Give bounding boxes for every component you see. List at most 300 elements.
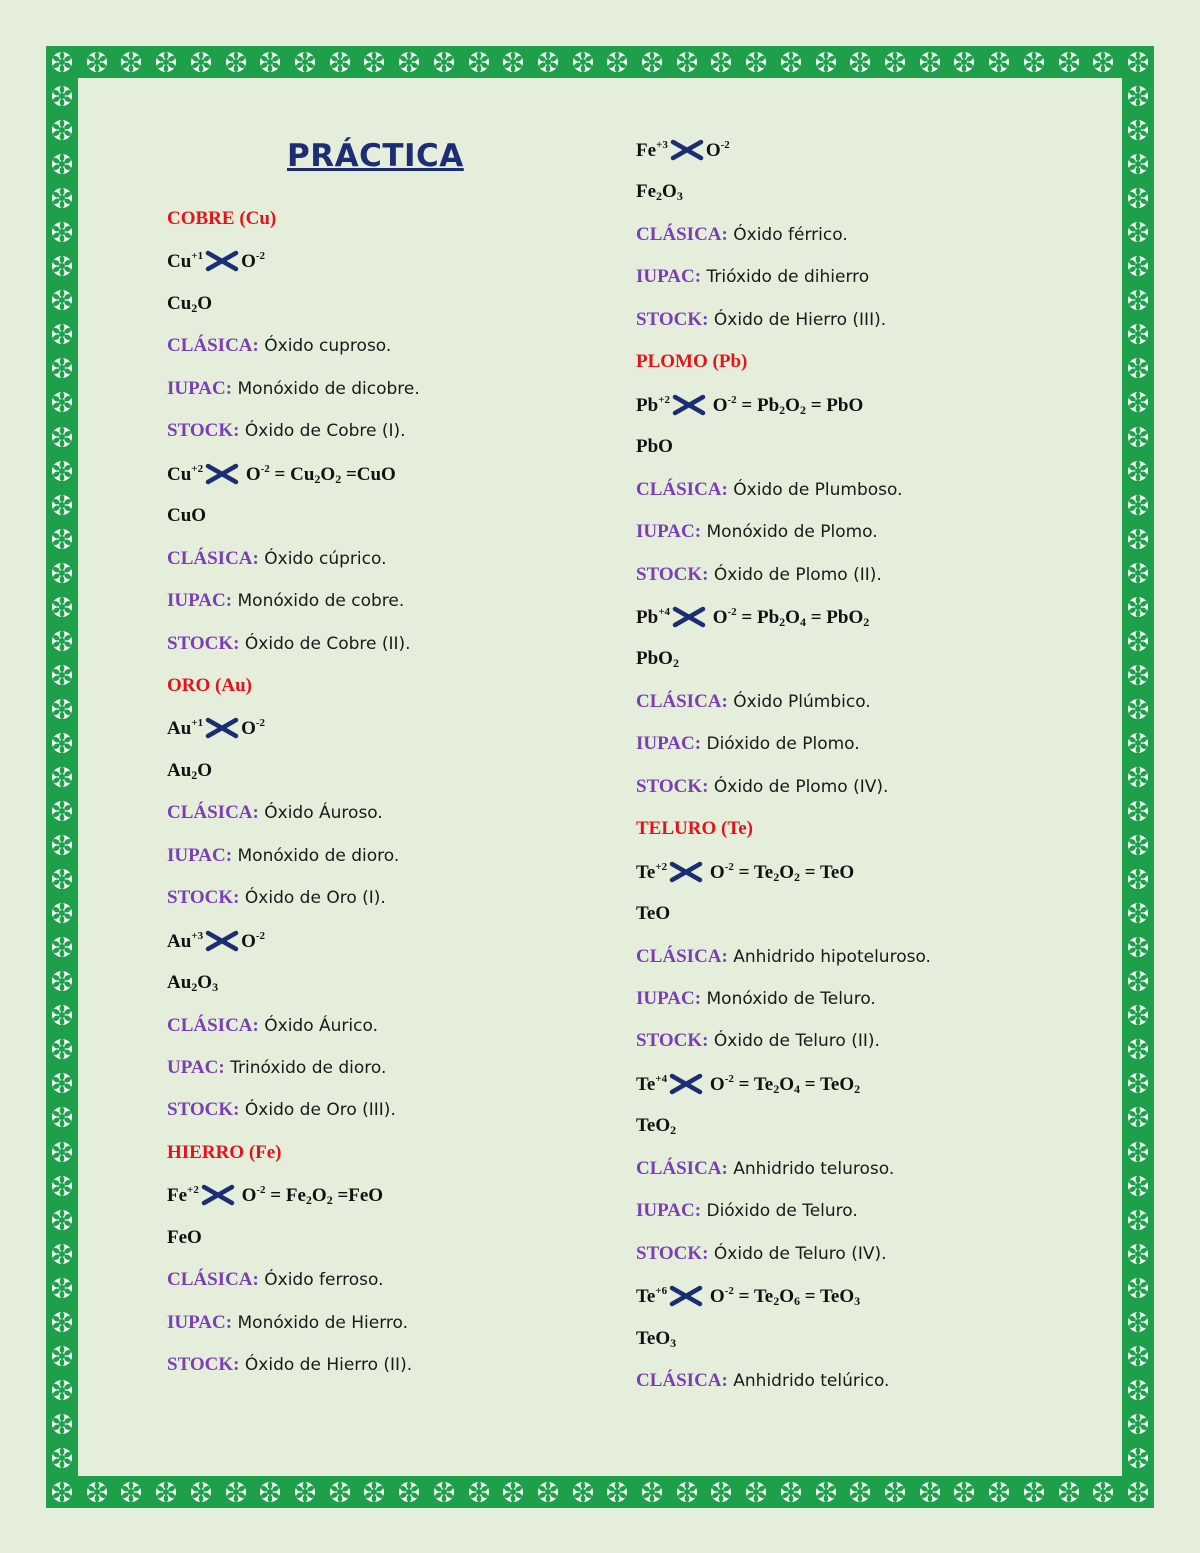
border-flower-icon [50,833,74,857]
formula-text: O [707,606,728,628]
nomenclature-type: STOCK: [167,887,240,909]
chemical-formula [636,1328,676,1351]
border-flower-icon [50,118,74,142]
border-flower-icon [50,731,74,755]
nomenclature-type: STOCK: [636,563,709,585]
chemical-formula [636,861,854,885]
border-flower-icon [50,799,74,823]
nomenclature-type: STOCK: [167,1099,240,1121]
subscript: 2 [314,471,321,486]
cross-icon [672,394,706,416]
nomenclature-type: CLÁSICA: [636,223,728,245]
border-flower-icon [50,390,74,414]
border-flower-icon [501,1480,525,1504]
border-flower-icon [1126,969,1150,993]
border-flower-icon [1126,527,1150,551]
nomenclature-line [167,590,404,612]
border-flower-icon [987,50,1011,74]
formula-text: Fe [636,140,657,161]
chemical-formula [167,1227,202,1249]
cross-icon [670,139,704,161]
border-flower-icon [293,50,317,74]
compound-name: Óxido de Cobre (II). [239,633,411,654]
chemical-formula [636,181,683,204]
border-flower-icon [1126,220,1150,244]
border-flower-icon [50,1412,74,1436]
formula-text: O [705,1286,725,1308]
compound-name: Monóxido de Teluro. [701,989,876,1009]
border-flower-icon [1126,1480,1150,1504]
subscript: 2 [799,402,806,417]
border-flower-icon [987,1480,1011,1504]
formula-text: Te [636,861,656,883]
subscript: 2 [191,980,198,995]
border-flower-icon [50,152,74,176]
border-flower-icon [50,1276,74,1300]
chemical-formula [636,1115,676,1138]
border-flower-icon [50,493,74,517]
formula-text: Cu [167,292,192,314]
nomenclature-type: STOCK: [636,1242,709,1264]
border-flower-icon [50,595,74,619]
formula-text: O [197,759,213,781]
border-flower-icon [85,1480,109,1504]
formula-text: =FeO [332,1185,384,1207]
border-flower-icon [1126,186,1150,210]
compound-name: Anhidrido telúrico. [727,1371,890,1392]
nomenclature-line [167,378,420,400]
formula-text: Cu [167,251,192,273]
formula-text: O [241,718,256,740]
element-heading: HIERRO (Fe) [167,1141,282,1163]
formula-text: O [779,1286,794,1308]
element-heading: ORO (Au) [167,674,252,696]
formula-text: O [241,463,261,485]
nomenclature-line [636,1158,894,1180]
border-flower-icon [571,50,595,74]
formula-text: =CuO [341,463,396,485]
formula-text: = Cu [269,463,315,485]
border-flower-icon [1126,1208,1150,1232]
cross-icon [669,1285,703,1307]
formula-text: O [779,1073,794,1095]
border-flower-icon [709,50,733,74]
subscript: 2 [773,1081,780,1096]
nomenclature-type: IUPAC: [167,377,233,399]
border-flower-icon [50,663,74,687]
border-flower-icon [501,50,525,74]
subscript: 2 [779,614,786,629]
compound-name: Óxido de Oro (III). [239,1100,396,1121]
border-flower-icon [224,50,248,74]
border-flower-icon [1057,1480,1081,1504]
compound-name: Óxido de Plomo (II). [708,564,882,585]
subscript: 2 [672,656,679,671]
border-flower-icon [640,50,664,74]
border-flower-icon [1126,425,1150,449]
formula-text: = Te [733,1286,774,1308]
subscript: 3 [676,189,683,204]
subscript: 2 [863,614,870,629]
border-flower-icon [432,1480,456,1504]
border-flower-icon [1022,1480,1046,1504]
border-flower-icon [362,1480,386,1504]
compound-name: Trinóxido de dioro. [224,1058,387,1078]
compound-name: Óxido ferroso. [258,1270,384,1291]
nomenclature-line [167,1099,396,1121]
border-flower-icon [224,1480,248,1504]
charge-superscript: -2 [260,462,270,475]
formula-text: = TeO [800,1286,855,1308]
charge-superscript: +2 [655,860,668,873]
border-flower-icon [50,288,74,312]
border-flower-icon [1126,322,1150,346]
nomenclature-line [636,1370,889,1392]
nomenclature-type: IUPAC: [167,844,233,866]
formula-text: O [662,181,677,203]
compound-name: Trióxido de dihierro [701,267,870,288]
border-flower-icon [1126,799,1150,823]
formula-text: = Pb [736,606,780,628]
border-flower-icon [675,1480,699,1504]
nomenclature-line [167,887,386,909]
chemical-formula [167,760,212,783]
border-flower-icon [1126,254,1150,278]
charge-superscript: +2 [187,1184,199,1197]
border-flower-icon [50,969,74,993]
formula-text: PbO [636,648,673,670]
border-flower-icon [328,1480,352,1504]
nomenclature-type: CLÁSICA: [167,335,259,357]
border-flower-icon [571,1480,595,1504]
border-flower-icon [918,1480,942,1504]
border-flower-icon [1126,901,1150,925]
border-flower-icon [85,50,109,74]
subscript: 2 [191,767,198,782]
border-flower-icon [709,1480,733,1504]
charge-superscript: +1 [191,717,204,730]
subscript: 2 [779,402,786,417]
border-flower-icon [1126,1037,1150,1061]
border-flower-icon [50,1344,74,1368]
border-flower-icon [328,50,352,74]
border-flower-icon [50,50,74,74]
nomenclature-type: CLÁSICA: [167,1269,259,1291]
border-flower-icon [779,1480,803,1504]
chemical-formula [167,463,396,487]
nomenclature-line [636,521,878,543]
border-flower-icon [50,1174,74,1198]
nomenclature-type: IUPAC: [167,590,233,612]
formula-text: Au [167,930,192,952]
border-flower-icon [1126,629,1150,653]
chemical-formula [636,139,730,162]
nomenclature-type: UPAC: [167,1057,225,1078]
compound-name: Óxido cúprico. [258,548,387,569]
cross-icon [669,861,703,883]
border-flower-icon [50,1140,74,1164]
border-flower-icon [1126,935,1150,959]
border-flower-icon [675,50,699,74]
border-flower-icon [1126,731,1150,755]
border-flower-icon [362,50,386,74]
compound-name: Óxido de Plomo (IV). [708,776,889,797]
compound-name: Monóxido de cobre. [232,591,405,612]
nomenclature-line [167,420,406,442]
subscript: 2 [335,471,342,486]
chemical-formula [636,903,670,925]
formula-text: O [705,140,721,161]
compound-name: Óxido de Teluro (IV). [708,1243,887,1264]
charge-superscript: -2 [724,860,734,873]
chemical-formula [636,1285,860,1309]
border-flower-icon [918,50,942,74]
charge-superscript: +2 [191,462,204,475]
nomenclature-type: CLÁSICA: [167,1014,259,1036]
chemical-formula [167,930,265,953]
compound-name: Monóxido de Hierro. [232,1312,409,1333]
nomenclature-line [167,1015,378,1037]
nomenclature-type: IUPAC: [636,1200,702,1222]
nomenclature-type: CLÁSICA: [636,1157,728,1179]
border-flower-icon [293,1480,317,1504]
border-flower-icon [1126,663,1150,687]
border-flower-icon [1126,765,1150,789]
subscript: 2 [670,1123,677,1138]
formula-text: O [785,606,800,628]
formula-text: CuO [167,505,207,527]
border-flower-icon [50,356,74,380]
cross-icon [672,606,706,628]
compound-name: Óxido Áurico. [258,1015,378,1036]
border-flower-icon [467,50,491,74]
border-flower-icon [50,459,74,483]
border-flower-icon [50,254,74,278]
nomenclature-line [636,988,876,1010]
chemical-formula [167,972,218,995]
nomenclature-line [167,1312,408,1334]
nomenclature-line [636,224,848,246]
border-flower-icon [1126,390,1150,414]
border-flower-icon [605,50,629,74]
nomenclature-line [167,1057,386,1079]
compound-name: Óxido Áuroso. [258,803,383,824]
border-flower-icon [50,867,74,891]
border-flower-icon [1126,1446,1150,1470]
border-flower-icon [814,1480,838,1504]
nomenclature-type: IUPAC: [636,521,702,543]
charge-superscript: -2 [255,717,266,730]
charge-superscript: +6 [655,1285,668,1298]
border-flower-icon [154,1480,178,1504]
border-flower-icon [50,1071,74,1095]
compound-name: Óxido Plúmbico. [727,691,871,712]
nomenclature-line [636,1200,858,1222]
border-flower-icon [1126,84,1150,108]
border-flower-icon [189,50,213,74]
nomenclature-type: STOCK: [167,632,240,654]
nomenclature-type: IUPAC: [636,266,702,288]
border-flower-icon [1126,356,1150,380]
border-flower-icon [258,1480,282,1504]
border-flower-icon [1126,1412,1150,1436]
nomenclature-type: CLÁSICA: [636,690,728,712]
border-flower-icon [50,84,74,108]
formula-text: O [311,1185,327,1207]
nomenclature-line [636,733,860,755]
charge-superscript: +2 [658,393,670,406]
nomenclature-type: CLÁSICA: [636,1370,728,1392]
nomenclature-line [636,479,903,501]
compound-name: Óxido de Cobre (I). [239,421,406,442]
border-flower-icon [467,1480,491,1504]
subscript: 2 [794,869,800,884]
border-flower-icon [1126,561,1150,585]
charge-superscript: -2 [255,929,266,942]
nomenclature-line [636,309,886,331]
chemical-formula [167,293,212,316]
cross-icon [205,717,239,739]
border-flower-icon [1126,1310,1150,1334]
formula-text: O [705,1073,725,1095]
element-heading: TELURO (Te) [636,818,754,840]
border-flower-icon [744,1480,768,1504]
compound-name: Óxido cuproso. [258,336,392,357]
border-flower-icon [1126,459,1150,483]
border-flower-icon [1126,1242,1150,1266]
border-flower-icon [432,50,456,74]
border-flower-icon [1126,1105,1150,1129]
formula-text: Au [167,718,192,740]
formula-text: Cu [167,463,192,485]
border-flower-icon [50,1480,74,1504]
subscript: 4 [794,1081,800,1096]
formula-text: O [236,1185,257,1207]
nomenclature-line [167,1269,384,1291]
border-flower-icon [640,1480,664,1504]
nomenclature-line [636,776,888,798]
border-flower-icon [1126,118,1150,142]
nomenclature-line [636,266,869,288]
subscript: 2 [305,1193,312,1208]
compound-name: Anhidrido hipoteluroso. [727,946,931,967]
charge-superscript: -2 [724,1285,734,1298]
chemical-formula [636,436,673,458]
border-flower-icon [50,697,74,721]
formula-text: O [197,972,213,994]
formula-text: Te [636,1286,656,1308]
nomenclature-type: CLÁSICA: [167,802,259,824]
compound-name: Óxido de Teluro (II). [708,1031,880,1052]
cross-icon [201,1184,235,1206]
nomenclature-type: CLÁSICA: [636,945,728,967]
element-heading: PLOMO (Pb) [636,351,748,373]
border-flower-icon [952,1480,976,1504]
nomenclature-type: CLÁSICA: [167,547,259,569]
border-flower-icon [1126,1174,1150,1198]
chemical-formula [167,717,265,740]
nomenclature-type: STOCK: [167,1354,240,1376]
nomenclature-line [167,335,391,357]
subscript: 2 [326,1193,333,1208]
border-flower-icon [1126,1003,1150,1027]
chemical-formula [167,505,206,527]
cross-icon [205,250,239,272]
formula-text: = Pb [736,394,780,416]
charge-superscript: -2 [256,1184,266,1197]
nomenclature-line [636,1243,887,1265]
border-flower-icon [50,1105,74,1129]
compound-name: Monóxido de Plomo. [701,522,878,543]
border-flower-icon [814,50,838,74]
border-flower-icon [50,935,74,959]
formula-text: Fe [636,181,657,203]
formula-text: TeO [636,903,671,925]
border-flower-icon [536,1480,560,1504]
subscript: 2 [854,1081,861,1096]
nomenclature-type: IUPAC: [636,733,702,755]
border-flower-icon [848,50,872,74]
formula-text: O [705,861,725,883]
subscript: 2 [656,189,663,204]
formula-text: Pb [636,606,659,628]
border-flower-icon [50,1378,74,1402]
formula-text: = TeO [800,861,855,883]
border-flower-icon [50,425,74,449]
nomenclature-type: IUPAC: [167,1311,233,1333]
border-flower-icon [119,50,143,74]
border-flower-icon [50,629,74,653]
cross-icon [205,463,239,485]
charge-superscript: -2 [255,250,266,263]
border-flower-icon [1126,867,1150,891]
border-flower-icon [50,561,74,585]
formula-text: O [241,251,256,273]
border-flower-icon [952,50,976,74]
nomenclature-line [167,633,411,655]
formula-text: O [197,292,213,314]
border-flower-icon [50,322,74,346]
nomenclature-line [167,548,387,570]
nomenclature-line [636,946,931,968]
formula-text: Au [167,759,192,781]
cross-icon [669,1073,703,1095]
compound-name: Óxido férrico. [727,224,848,245]
chemical-formula [636,1073,860,1097]
border-flower-icon [154,50,178,74]
subscript: 4 [799,614,806,629]
border-flower-icon [883,1480,907,1504]
formula-text: = Te [733,1073,774,1095]
formula-text: TeO [636,1115,671,1137]
border-flower-icon [50,1208,74,1232]
compound-name: Dióxido de Plomo. [701,734,860,755]
nomenclature-line [636,691,871,713]
subscript: 3 [670,1335,677,1350]
border-flower-icon [1126,833,1150,857]
border-flower-icon [1022,50,1046,74]
border-flower-icon [258,50,282,74]
border-flower-icon [50,901,74,925]
formula-text: Au [167,972,192,994]
formula-text: = PbO [805,394,864,416]
nomenclature-line [636,1030,880,1052]
formula-text: O [779,861,794,883]
border-flower-icon [1057,50,1081,74]
border-flower-icon [50,1003,74,1027]
border-flower-icon [50,527,74,551]
compound-name: Anhidrido teluroso. [727,1158,895,1179]
